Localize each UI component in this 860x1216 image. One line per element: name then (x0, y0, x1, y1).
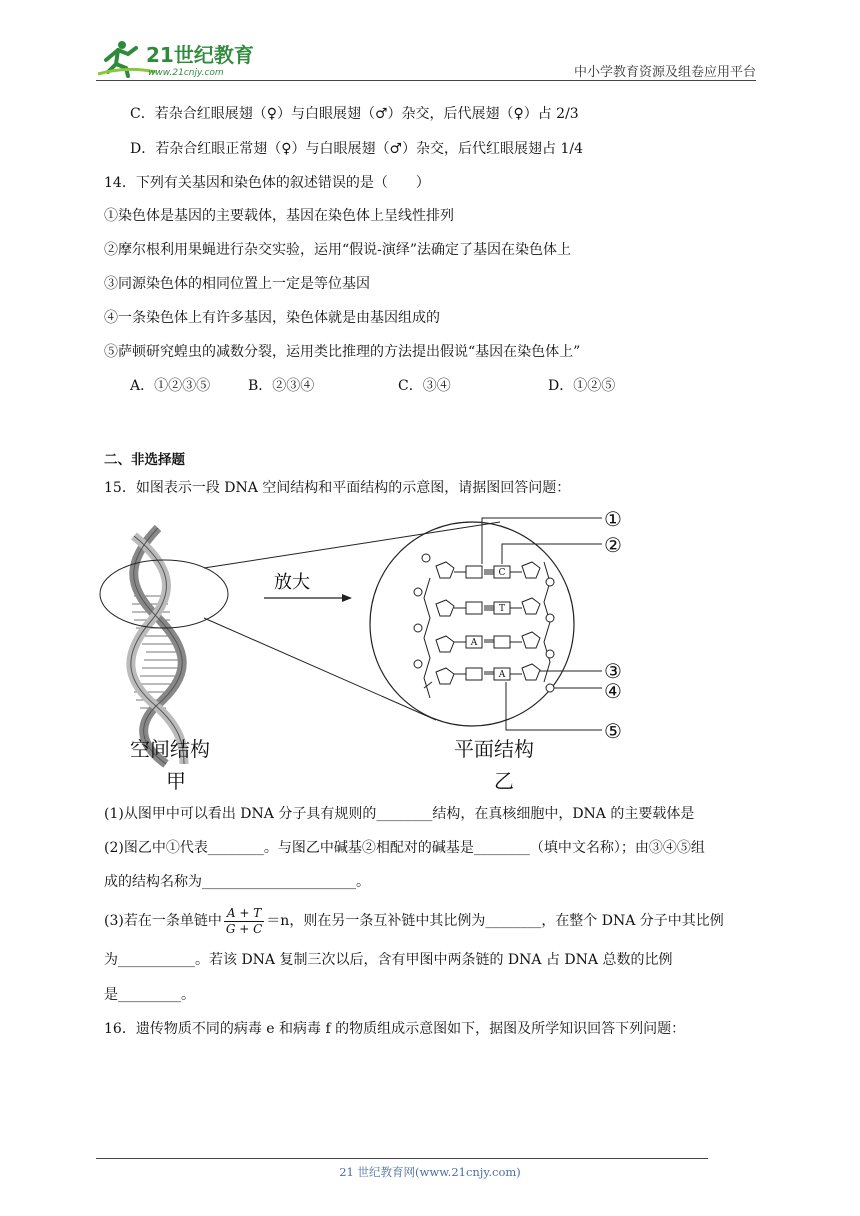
planar-structure (414, 554, 554, 698)
q14-option-b: B．②③④ (248, 378, 315, 394)
dna-structure-diagram (96, 506, 636, 798)
q13-option-d: D．若杂合红眼正常翅（♀）与白眼展翅（♂）杂交，后代红眼展翅占 1/4 (130, 141, 583, 157)
header-divider (96, 80, 756, 81)
arrow-label: 放大 (274, 572, 310, 593)
q15-part2-line1: (2)图乙中①代表________。与图乙中碱基②相配对的碱基是________（填中文名称）；由③④⑤组 (104, 840, 705, 856)
q15-part3-line3: 是_________。 (104, 987, 195, 1003)
q16-stem: 16．遗传物质不同的病毒 e 和病毒 f 的物质组成示意图如下，据图及所学知识回答下列问题： (104, 1021, 686, 1037)
q15-part2-line2: 成的结构名称为______________________。 (104, 874, 370, 890)
header-platform-text: 中小学教育资源及组卷应用平台 (573, 65, 756, 80)
marker-2: ② (604, 533, 622, 557)
q14-option-a: A．①②③⑤ (130, 378, 211, 394)
q14-option-c: C．③④ (398, 378, 451, 394)
double-helix-illustration (131, 528, 184, 764)
caption-jia: 甲 (166, 769, 186, 793)
ratio-fraction: $\frac{A + T}{G + C}$ (225, 905, 263, 936)
footer-text[interactable]: 21 世纪教育网(www.21cnjy.com) (339, 1165, 521, 1179)
marker-5: ⑤ (604, 719, 622, 743)
q15-part3-line2: 为___________。若该 DNA 复制三次以后，含有甲图中两条链的 DNA 占 DNA 总数的比例 (104, 952, 673, 968)
q14-item-2: ②摩尔根利用果蝇进行杂交实验，运用“假说-演绎”法确定了基因在染色体上 (104, 242, 572, 258)
q15-stem: 15．如图表示一段 DNA 空间结构和平面结构的示意图，请据图回答问题： (104, 480, 571, 496)
base-label-t: T (498, 604, 506, 614)
q14-item-3: ③同源染色体的相同位置上一定是等位基因 (104, 276, 370, 292)
svg-text:www.21cnjy.com: www.21cnjy.com (148, 68, 224, 78)
base-label-a-2: A (498, 670, 506, 680)
marker-1: ① (604, 507, 622, 531)
marker-3: ③ (604, 659, 622, 683)
q14-stem: 14．下列有关基因和染色体的叙述错误的是（ ） (104, 175, 430, 191)
caption-spatial: 空间结构 (130, 737, 210, 761)
footer-divider (96, 1158, 708, 1159)
q14-item-5: ⑤萨顿研究蝗虫的减数分裂，运用类比推理的方法提出假说“基因在染色体上” (104, 344, 581, 360)
svg-text:21世纪教育: 21世纪教育 (146, 43, 254, 67)
caption-planar: 平面结构 (454, 737, 534, 761)
marker-4: ④ (604, 679, 622, 703)
q14-item-1: ①染色体是基因的主要载体，基因在染色体上呈线性排列 (104, 208, 454, 224)
site-logo (96, 38, 261, 78)
q14-option-d: D．①②⑤ (548, 378, 616, 394)
base-label-c: C (498, 568, 506, 578)
magnified-circle (370, 522, 574, 726)
base-label-a-1: A (470, 638, 478, 648)
q15-part3-line1: (3)若在一条单链中 $\frac{A + T}{G + C}$ ＝n，则在另一条互补链中其比例为________，在整个 DNA 分子中其比例 (104, 905, 724, 936)
caption-yi: 乙 (494, 769, 514, 793)
section-title: 二、非选择题 (104, 452, 185, 468)
q15-part1: (1)从图甲中可以看出 DNA 分子具有规则的________结构，在真核细胞中，DNA 的主要载体是 (104, 806, 695, 822)
q14-item-4: ④一条染色体上有许多基因，染色体就是由基因组成的 (104, 310, 440, 326)
q13-option-c: C．若杂合红眼展翅（♀）与白眼展翅（♂）杂交，后代展翅（♀）占 2/3 (130, 106, 579, 122)
